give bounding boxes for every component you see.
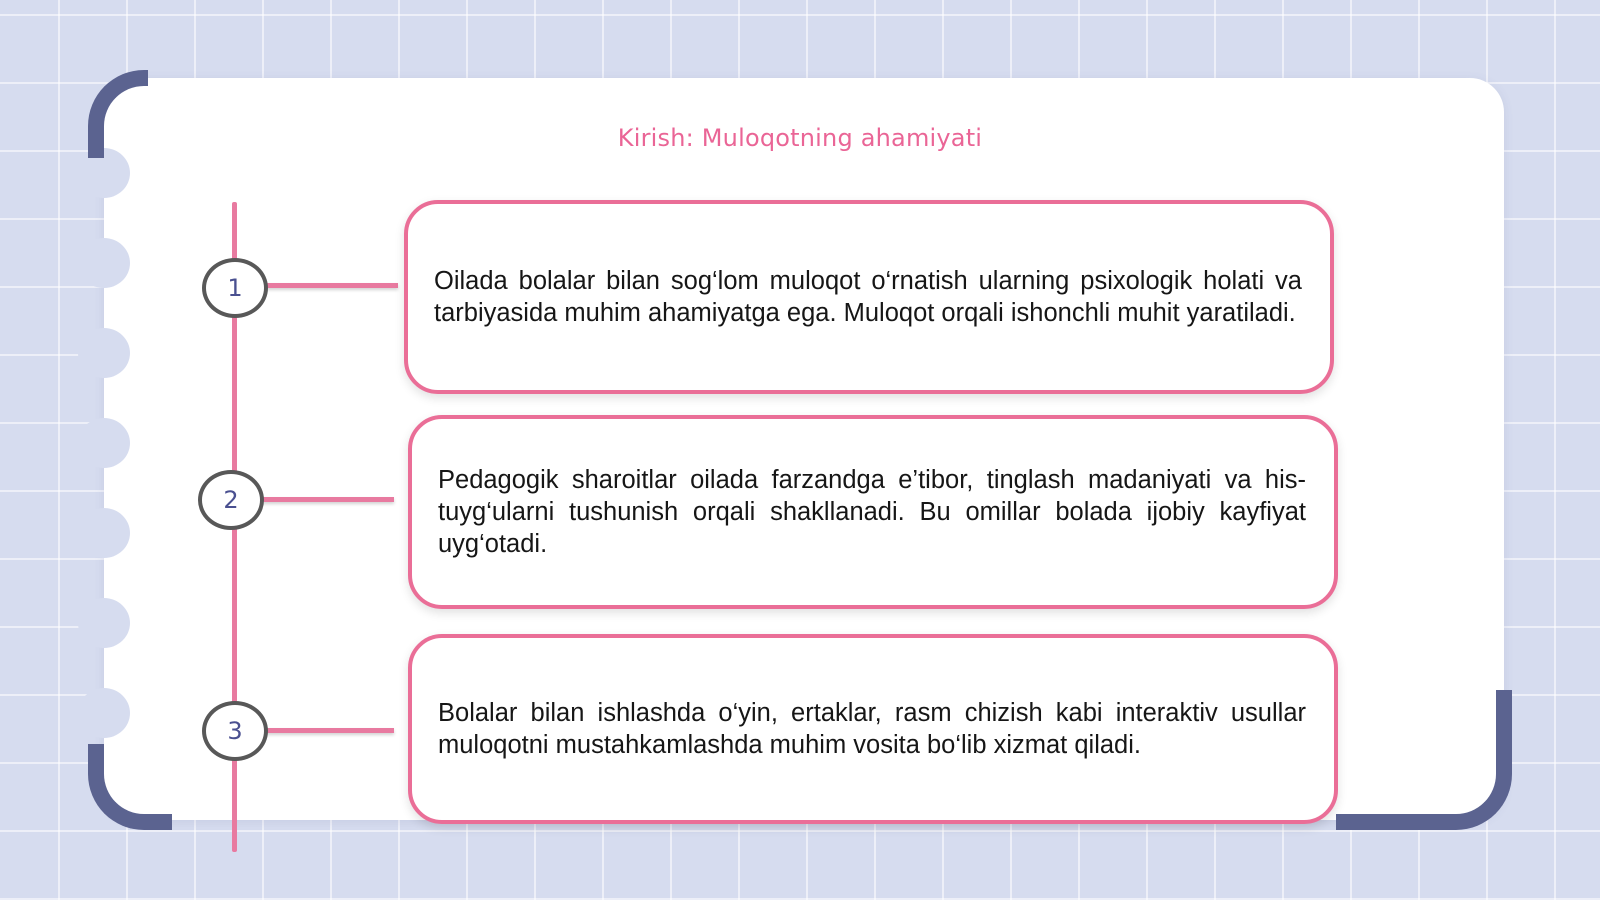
content-box <box>404 200 1334 394</box>
notch <box>78 418 130 468</box>
timeline-connector <box>262 497 394 502</box>
step-number-circle: 1 <box>202 258 268 318</box>
notch <box>78 328 130 378</box>
notch <box>78 688 130 738</box>
content-box <box>408 634 1338 824</box>
timeline-connector <box>266 283 398 288</box>
timeline-connector <box>266 728 394 733</box>
notch <box>78 238 130 288</box>
notch <box>78 598 130 648</box>
content-text: Bolalar bilan ishlashda o‘yin, ertaklar, rasm chizish kabi interaktiv usullar muloqotni mustahkamlashda muhim vosita bo‘lib xizmat qiladi. <box>438 699 1306 759</box>
step-number-circle: 3 <box>202 701 268 761</box>
content-text: Oilada bolalar bilan sog‘lom muloqot o‘rnatish ularning psixologik holati va tarbiyasida muhim ahamiyatga ega. Muloqot orqali ishonchli muhit yaratiladi. <box>434 267 1302 327</box>
content-text: Pedagogik sharoitlar oilada farzandga e’tibor, tinglash madaniyati va his-tuyg‘ularni tushunish orqali shakllanadi. Bu omillar bolada ijobiy kayfiyat uyg‘otadi. <box>438 466 1306 558</box>
step-number-circle: 2 <box>198 470 264 530</box>
notch <box>78 508 130 558</box>
frame-corner-bottom-right <box>1336 690 1512 830</box>
frame-corner-bottom-left <box>88 744 172 830</box>
slide-title: Kirish: Muloqotning ahamiyati <box>617 124 983 152</box>
content-box <box>408 415 1338 609</box>
